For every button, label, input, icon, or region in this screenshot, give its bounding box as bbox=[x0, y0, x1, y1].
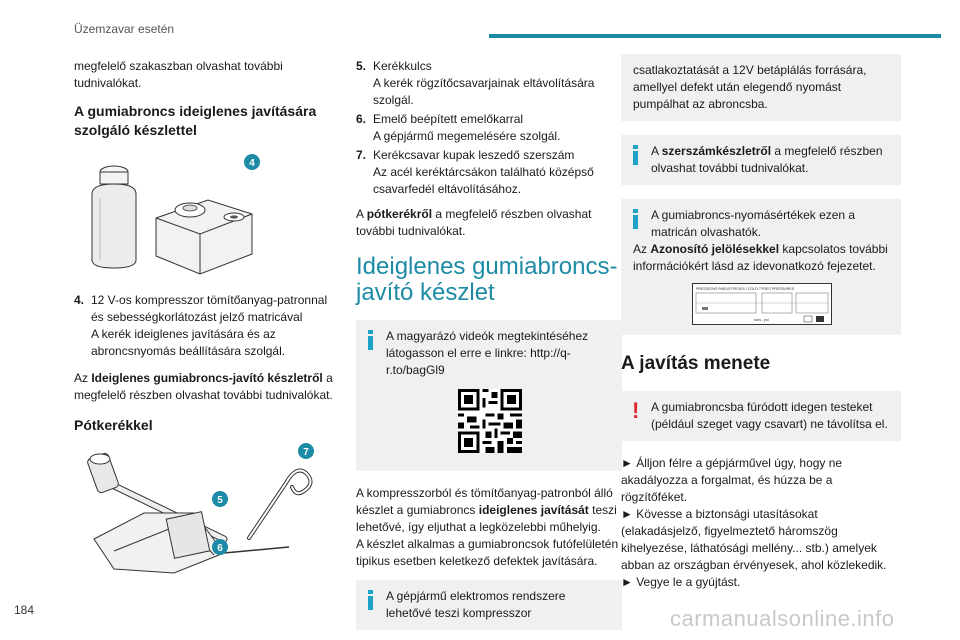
page-number: 184 bbox=[14, 603, 35, 617]
callout-badge-5-label: 5 bbox=[217, 495, 223, 506]
column-3 bbox=[621, 54, 901, 601]
running-header: Üzemzavar esetén bbox=[74, 22, 175, 36]
step-2: ► Kövesse a biztonsági utasításokat (elakadásjelző, figyelmeztető háromszög kihelyezése, láthatósági mellény... stb.) amelyek abban az országban érvényesek, ahol közlekedik. bbox=[621, 507, 887, 572]
qr-code-icon[interactable] bbox=[458, 389, 522, 453]
info-icon bbox=[633, 209, 638, 229]
callout-badge-6-label: 6 bbox=[217, 543, 223, 554]
kit-description-paragraph: A kompresszorból és tömítőanyag-patronból álló készlet a gumiabroncs ideiglenes javítását teszi lehetővé, így eljuthat a legközelebbi műhelyig. A készlet alkalmas a gumiabroncsok futófelületén tipikus esetben keletkező defektek javítására. bbox=[356, 486, 619, 568]
toolkit-info-note: A szerszámkészletről a megfelelő részben olvashat további tudnivalókat. bbox=[621, 135, 901, 185]
item-number: 4. bbox=[74, 293, 85, 307]
tyre-pressure-label-image bbox=[692, 283, 832, 325]
info-icon bbox=[368, 590, 373, 610]
column-2 bbox=[356, 58, 622, 640]
spare-reference-text: A pótkerékről a megfelelő részben olvashat további tudnivalókat. bbox=[356, 207, 592, 238]
info-icon bbox=[368, 330, 373, 350]
step-1: ► Álljon félre a gépjárművel úgy, hogy ne akadályozza a forgalmat, és húzza be a rögzítőféket. bbox=[621, 456, 843, 504]
header-accent-bar bbox=[489, 34, 941, 38]
info-icon bbox=[633, 145, 638, 165]
item-title: 12 V-os kompresszor tömítőanyag-patronnal és sebességkorlátozást jelző matricával bbox=[91, 293, 328, 324]
list-item-5: 5. Kerékkulcs A kerék rögzítőcsavarjainak eltávolítására szolgál. bbox=[356, 59, 595, 107]
warning-note: ! A gumiabroncsba fúródott idegen testeket (például szeget vagy csavart) ne távolítsa el. bbox=[621, 391, 901, 441]
intro-text: megfelelő szakaszban olvashat további tudnivalókat. bbox=[74, 59, 283, 90]
heading-repair-kit: A gumiabroncs ideiglenes javítására szolgáló készlettel bbox=[74, 103, 317, 138]
spare-wheel-tools-illustration bbox=[74, 443, 342, 583]
pressure-info-note: A gumiabroncs-nyomásértékek ezen a matricán olvashatók. Az Azonosító jelölésekkel kapcsolatos további információkért lásd az idevonatkozó fejezetet. PRESSIONS PNEUS FROIDS / COLD TYRES PRESSURES bars - psi bbox=[621, 199, 901, 335]
warning-exclamation-icon: ! bbox=[632, 398, 640, 423]
electrical-info-note: A gépjármű elektromos rendszere lehetővé teszi kompresszor bbox=[356, 580, 622, 630]
list-item-6: 6. Emelő beépített emelőkarral A gépjármű megemelésére szolgál. bbox=[356, 112, 561, 143]
item-description: A kerék ideiglenes javítására és az abroncsnyomás beállítására szolgál. bbox=[91, 327, 286, 358]
heading-spare-wheel: Pótkerékkel bbox=[74, 417, 153, 433]
column-1 bbox=[74, 58, 342, 583]
list-item-4 bbox=[74, 292, 342, 360]
watermark-text: carmanualsonline.info bbox=[670, 606, 895, 631]
repair-procedure-title: A javítás menete bbox=[621, 353, 771, 374]
pressure-label-title: PRESSIONS PNEUS FROIDS / COLD TYRES PRESSURES bbox=[696, 287, 794, 291]
step-3: ► Vegye le a gyújtást. bbox=[621, 575, 741, 589]
callout-badge-4-label: 4 bbox=[249, 158, 255, 169]
continued-note: csatlakoztatását a 12V betáplálás forrására, amellyel defekt után elegendő nyomást pumpálhat az abroncsba. bbox=[621, 54, 901, 121]
pressure-label-footer: bars - psi bbox=[754, 318, 769, 322]
list-item-7: 7. Kerékcsavar kupak leszedő szerszám Az acél keréktárcsákon található középső csavarfedél eltávolításához. bbox=[356, 148, 594, 196]
callout-badge-7-label: 7 bbox=[303, 447, 309, 458]
kit-reference-text: Az Ideiglenes gumiabroncs-javító készletről a megfelelő részben olvashat további tudnivalókat. bbox=[74, 371, 333, 402]
compressor-kit-illustration bbox=[74, 148, 264, 278]
video-info-note: A magyarázó videók megtekintéséhez látogasson el erre e linkre: http://q-r.to/bagGl9 bbox=[356, 320, 622, 471]
section-title: Ideiglenes gumiabroncs-javító készlet bbox=[356, 253, 618, 306]
